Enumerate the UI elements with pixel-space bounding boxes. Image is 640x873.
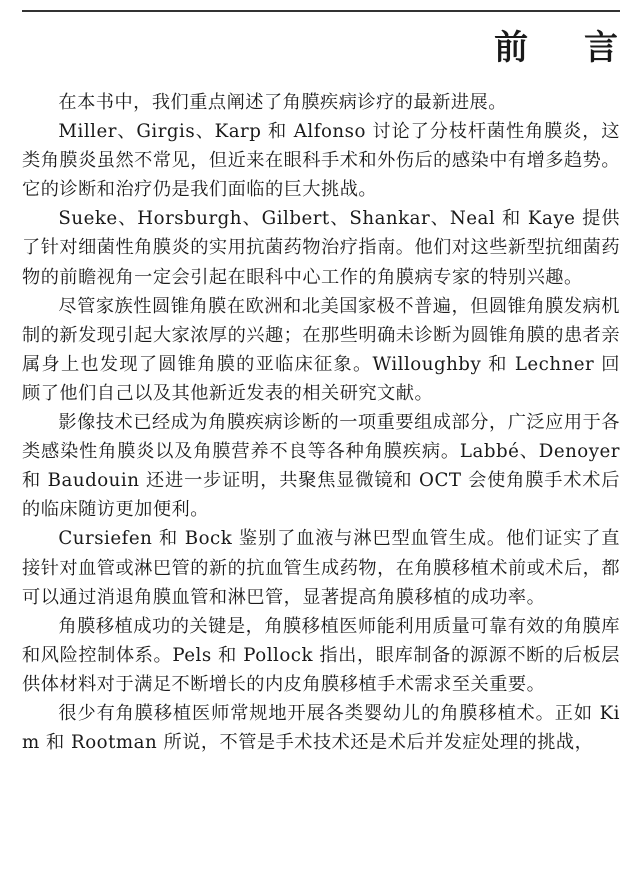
paragraph-2: Miller、Girgis、Karp 和 Alfonso 讨论了分枝杆菌性角膜炎，这类角膜炎虽然不常见，但近来在眼科手术和外伤后的感染中有增多趋势。它的诊断和治疗仍是我们面临的巨大挑战。 — [22, 121, 621, 201]
paragraph-7: 角膜移植成功的关键是，角膜移植医师能利用质量可靠有效的角膜库和风险控制体系。Pels 和 Pollock 指出，眼库制备的源源不断的后板层供体材料对于满足不断增长的内皮角膜移植手术需求至关重要。 — [22, 615, 620, 695]
paragraph-5: 影像技术已经成为角膜疾病诊断的一项重要组成部分，广泛应用于各类感染性角膜炎以及角膜营养不良等各种角膜疾病。Labbé、Denoyer 和 Baudouin 还进一步证明，共聚焦显微镜和 OCT 会使角膜手术术后的临床随访更加便利。 — [22, 412, 620, 521]
paragraph-1: 在本书中，我们重点阐述了角膜疾病诊疗的最新进展。 — [58, 92, 507, 113]
page-heading: 前 言 — [494, 28, 640, 68]
paragraph-4: 尽管家族性圆锥角膜在欧洲和北美国家极不普遍，但圆锥角膜发病机制的新发现引起大家浓厚的兴趣；在那些明确未诊断为圆锥角膜的患者亲属身上也发现了圆锥角膜的亚临床征象。Willoughby 和 Lechner 回顾了他们自己以及其他新近发表的相关研究文献。 — [22, 295, 621, 404]
preface-body — [22, 88, 620, 757]
paragraph-6: Cursiefen 和 Bock 鉴别了血液与淋巴型血管生成。他们证实了直接针对血管或淋巴管的新的抗血管生成药物，在角膜移植术前或术后，都可以通过消退角膜血管和淋巴管，显著提高角膜移植的成功率。 — [22, 528, 621, 608]
paragraph-8: 很少有角膜移植医师常规地开展各类婴幼儿的角膜移植术。正如 Kim 和 Rootman 所说，不管是手术技术还是术后并发症处理的挑战， — [22, 702, 620, 754]
paragraph-3: Sueke、Horsburgh、Gilbert、Shankar、Neal 和 Kaye 提供了针对细菌性角膜炎的实用抗菌药物治疗指南。他们对这些新型抗细菌药物的前瞻视角一定会引起在眼科中心工作的角膜病专家的特别兴趣。 — [22, 208, 621, 288]
top-rule — [22, 10, 620, 12]
